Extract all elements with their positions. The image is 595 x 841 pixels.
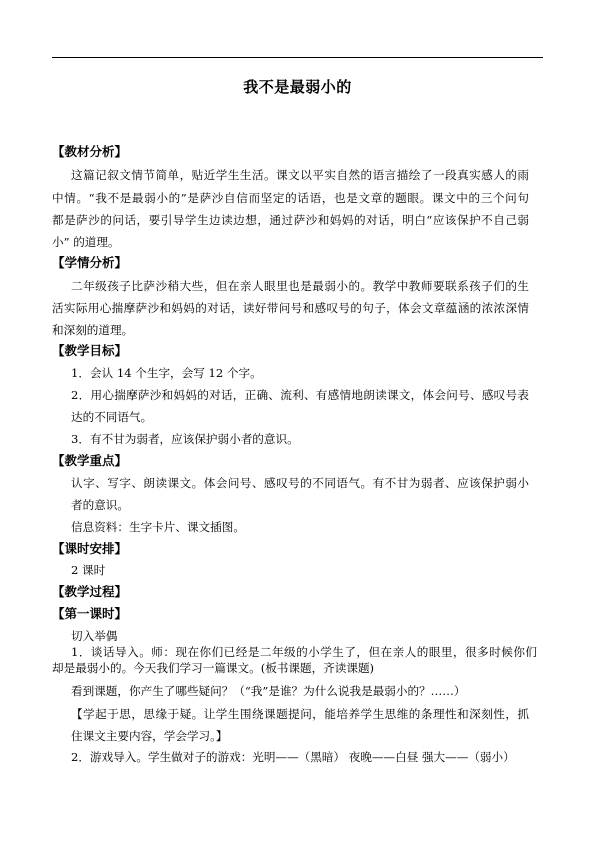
text-line: 这篇记叙文情节简单，贴近学生生活。课文以平实自然的语言描绘了一段真实感人的雨 xyxy=(71,168,529,182)
text-line: 中情。“我不是最弱小的”是萨沙自信而坚定的话语，也是文章的题眼。课文中的三个问句 xyxy=(52,191,529,205)
text-line: 看到课题，你产生了哪些疑问？（“我”是谁？为什么说我是最弱小的？……） xyxy=(71,684,466,698)
section-heading-schedule: 【课时安排】 xyxy=(52,541,128,556)
text-line: 信息资料：生字卡片、课文插图。 xyxy=(71,520,245,534)
section-heading-students: 【学情分析】 xyxy=(52,255,128,270)
text-line: 2．用心揣摩萨沙和妈妈的对话，正确、流利、有感情地朗读课文，体会问号、感叹号表 xyxy=(71,388,529,402)
text-line: 却是最弱小的。今天我们学习一篇课文。(板书课题，齐读课题) xyxy=(52,661,375,675)
text-line: 【学起于思，思缘于疑。让学生围绕课题提问，能培养学生思维的条理性和深刻性，抓 xyxy=(71,707,529,721)
text-line: 认字、写字、朗读课文。体会问号、感叹号的不同语气。有不甘为弱者、应该保护弱小 xyxy=(71,476,529,490)
section-heading-focus: 【教学重点】 xyxy=(52,453,128,468)
text-line: 和深刻的道理。 xyxy=(52,323,134,337)
text-line: 2．游戏导入。学生做对子的游戏：光明——（黑暗） 夜晚——白昼 强大——（弱小） xyxy=(71,750,515,764)
page-title: 我不是最弱小的 xyxy=(243,78,352,96)
section-heading-analysis: 【教材分析】 xyxy=(52,144,128,159)
text-line: 住课文主要内容，学会学习。】 xyxy=(71,729,228,743)
text-line: 2 课时 xyxy=(71,563,106,577)
section-heading-process: 【教学过程】 xyxy=(52,584,128,599)
header-rule xyxy=(52,57,543,58)
text-line: 二年级孩子比萨沙稍大些，但在亲人眼里也是最弱小的。教学中教师要联系孩子们的生 xyxy=(71,279,529,293)
text-line: 者的意识。 xyxy=(71,498,129,512)
section-heading-goals: 【教学目标】 xyxy=(52,343,128,358)
text-line: 都是萨沙的问话，要引导学生边读边想，通过萨沙和妈妈的对话，明白“应该保护不自己弱 xyxy=(52,213,529,227)
section-heading-first-lesson: 【第一课时】 xyxy=(52,606,128,621)
text-line: 1．谈话导入。师：现在你们已经是二年级的小学生了，但在亲人的眼里，很多时候你们 xyxy=(71,645,537,659)
text-line: 达的不同语气。 xyxy=(71,410,153,424)
text-line: 3．有不甘为弱者，应该保护弱小者的意识。 xyxy=(71,432,299,446)
text-line: 活实际用心揣摩萨沙和妈妈的对话，读好带问号和感叹号的句子，体会文章蕴涵的浓浓深情 xyxy=(52,301,529,315)
text-line: 1．会认 14 个生字，会写 12 个字。 xyxy=(71,366,262,380)
text-line: 小” 的道理。 xyxy=(52,235,120,249)
text-line: 切入举偶 xyxy=(71,629,118,643)
